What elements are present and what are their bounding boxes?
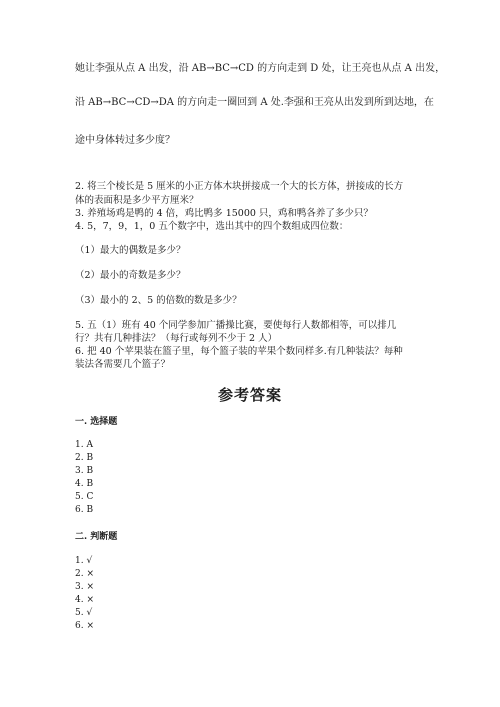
problem-4-sub-3: （3）最小的 2、5 的倍数的数是多少？ [75, 295, 242, 306]
section-heading-judgement: 二. 判断题 [75, 532, 118, 542]
answer-item: 1. √ [75, 556, 93, 566]
answer-key-title: 参考答案 [217, 386, 282, 404]
problem-4-sub-2: （2）最小的奇数是多少？ [75, 270, 186, 281]
problem-5-line: 行？共有几种排法？（每行或每列不少于 2 人） [75, 333, 278, 344]
answer-item: 6. × [75, 621, 94, 631]
problem-3: 3. 养殖场鸡是鸭的 4 倍，鸡比鸭多 15000 只，鸡和鸭各养了多少只？ [75, 208, 373, 219]
problem-4-sub-1: （1）最大的偶数是多少？ [75, 245, 186, 256]
problem-2-line: 体的表面积是多少平方厘米？ [75, 195, 199, 206]
problem-2-line: 2. 将三个棱长是 5 厘米的小正方体木块拼接成一个大的长方体，拼接成的长方 [75, 181, 404, 192]
answer-item: 1. A [75, 440, 93, 450]
answer-item: 3. B [75, 466, 94, 476]
answer-item: 2. × [75, 569, 94, 579]
problem-text-line: 她让李强从点 A 出发，沿 AB→BC→CD 的方向走到 D 处，让王亮也从点 A 出发， [75, 63, 446, 74]
problem-4: 4. 5，7，9，1，0 五个数字中，选出其中的四个数组成四位数： [75, 221, 349, 232]
answer-item: 3. × [75, 582, 94, 592]
answer-item: 5. √ [75, 608, 93, 618]
problem-6-line: 装法各需要几个篮子？ [75, 359, 171, 370]
answer-item: 6. B [75, 505, 94, 515]
problem-6-line: 6. 把 40 个苹果装在篮子里，每个篮子装的苹果个数同样多.有几种装法？每种 [75, 346, 403, 357]
answer-item: 4. B [75, 479, 94, 489]
problem-text-line: 沿 AB→BC→CD→DA 的方向走一圈回到 A 处.李强和王亮从出发到所到达地，在 [75, 97, 434, 108]
problem-text-line: 途中身体转过多少度？ [75, 135, 175, 146]
section-heading-choice: 一. 选择题 [75, 417, 118, 427]
answer-item: 2. B [75, 453, 94, 463]
problem-5-line: 5. 五（1）班有 40 个同学参加广播操比赛，要使每行人数都相等，可以排几 [75, 320, 397, 331]
answer-item: 4. × [75, 595, 94, 605]
answer-item: 5. C [75, 492, 94, 502]
